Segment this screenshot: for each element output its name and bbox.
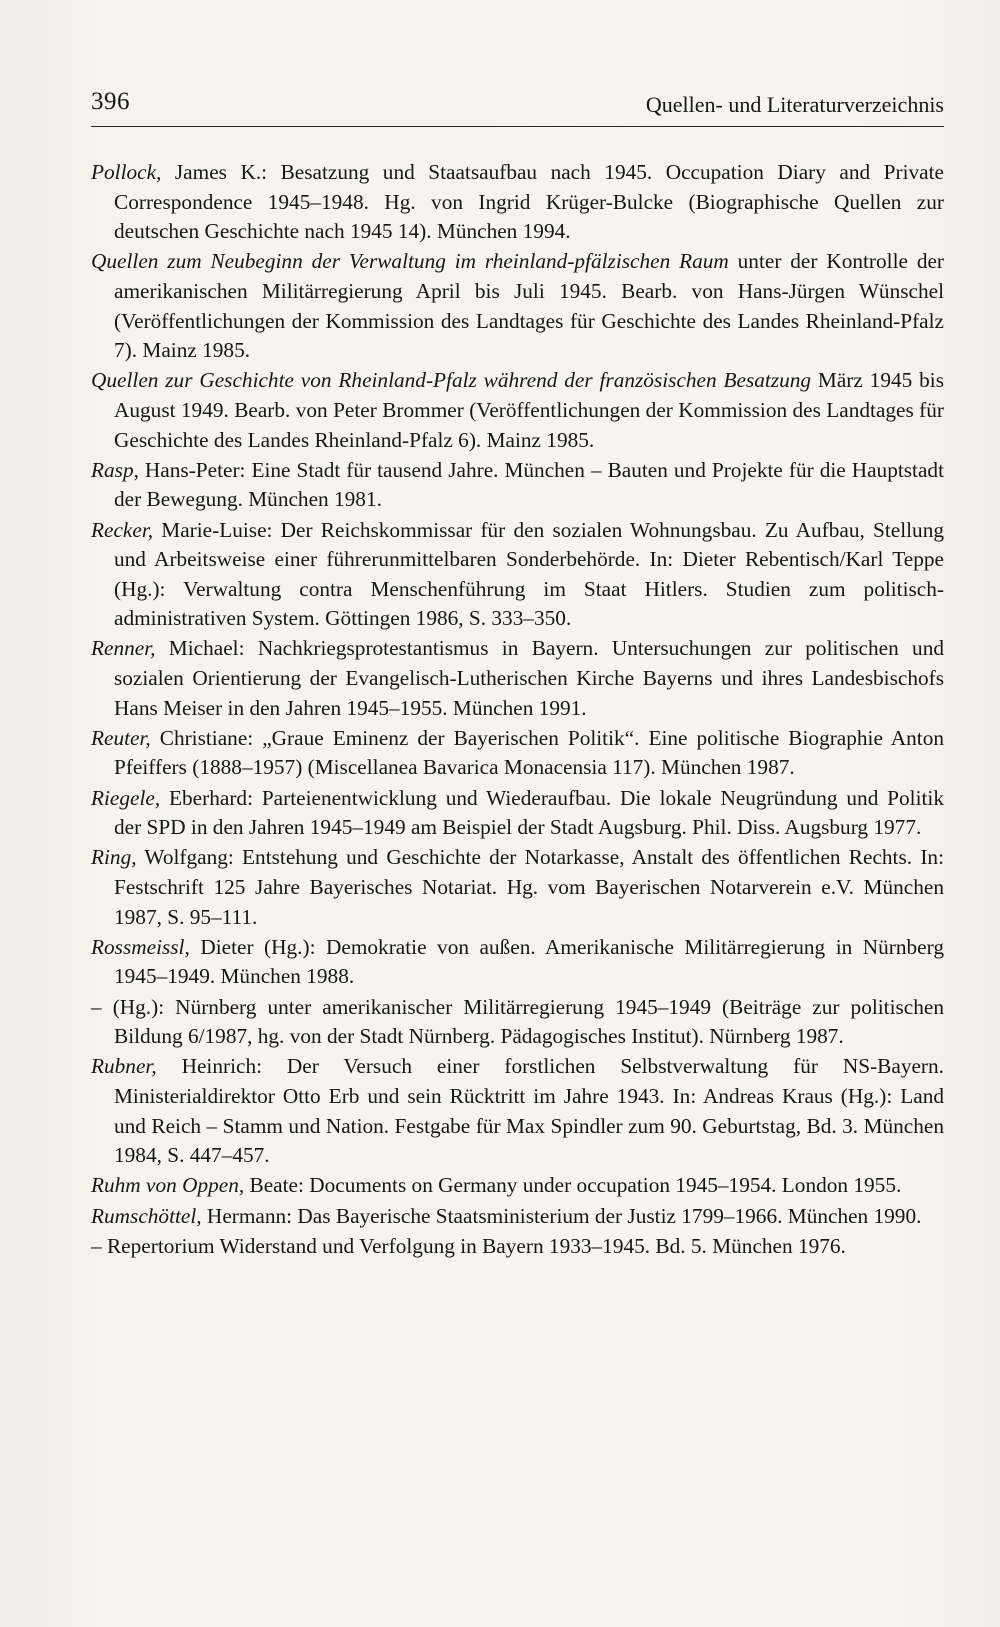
entry-text: Marie-Luise: Der Reichskommissar für den sozialen Wohnungsbau. Zu Aufbau, Stellung und Arbeitsweise einer führerunmittelbaren Sonderbehörde. In: Dieter Rebentisch/Karl Teppe (Hg.): Verwaltung contra Menschenführung im Staat Hitlers. Studien zum politisch-administrativen System. Göttingen 1986, S. 333–350. (114, 517, 944, 631)
bibliography-entry (91, 366, 944, 455)
entry-author: Rumschöttel, (91, 1203, 202, 1228)
entry-text: Hermann: Das Bayerische Staatsministerium der Justiz 1799–1966. München 1990. (201, 1203, 922, 1228)
entry-text: – Repertorium Widerstand und Verfolgung in Bayern 1933–1945. Bd. 5. München 1976. (91, 1233, 846, 1258)
entry-text: Michael: Nachkriegsprotestantismus in Bayern. Untersuchungen zur politischen und sozialen Orientierung der Evangelisch-Lutherischen Kirche Bayerns und ihres Landesbischofs Hans Meiser in den Jahren 1945–1955. München 1991. (114, 636, 944, 720)
entry-author: Quellen zur Geschichte von Rheinland-Pfalz während der französischen Besatzung (91, 368, 812, 393)
entry-text: – (Hg.): Nürnberg unter amerikanischer Militärregierung 1945–1949 (Beiträge zur politischen Bildung 6/1987, hg. von der Stadt Nürnberg. Pädagogisches Institut). Nürnberg 1987. (91, 994, 944, 1049)
entry-author: Rossmeissl, (91, 934, 190, 959)
entry-author: Quellen zum Neubeginn der Verwaltung im rheinland-pfälzischen Raum (91, 249, 729, 274)
entry-author: Rubner, (91, 1054, 157, 1079)
entry-text: Hans-Peter: Eine Stadt für tausend Jahre. München – Bauten und Projekte für die Hauptstadt der Bewegung. München 1981. (114, 457, 944, 512)
bibliography-entry (91, 1052, 944, 1170)
bibliography-entry (91, 634, 944, 723)
bibliography-entry (91, 843, 944, 932)
entry-author: Renner, (91, 636, 156, 661)
entry-author: Ring, (91, 845, 137, 870)
entry-text: Dieter (Hg.): Demokratie von außen. Amerikanische Militärregierung in Nürnberg 1945–1949. München 1988. (114, 934, 944, 989)
page-header (91, 88, 944, 128)
entry-author: Rasp, (91, 457, 139, 482)
entry-text: März 1945 bis August 1949. Bearb. von Peter Brommer (Veröffentlichungen der Kommission des Landtages für Geschichte des Landes Rheinland-Pfalz 6). Mainz 1985. (114, 368, 944, 452)
bibliography-entry (91, 933, 944, 992)
entry-text: Eberhard: Parteienentwicklung und Wiederaufbau. Die lokale Neugründung und Politik der SPD in den Jahren 1945–1949 am Beispiel der Stadt Augsburg. Phil. Diss. Augsburg 1977. (114, 785, 944, 840)
entry-text: Beate: Documents on Germany under occupation 1945–1954. London 1955. (244, 1173, 902, 1198)
header-rule (91, 126, 944, 127)
bibliography-entry (91, 516, 944, 634)
entry-author: Recker, (91, 517, 154, 542)
bibliography-entry (91, 724, 944, 783)
entry-text: Heinrich: Der Versuch einer forstlichen Selbstverwaltung für NS-Bayern. Ministerialdirektor Otto Erb und sein Rücktritt im Jahre 1943. In: Andreas Kraus (Hg.): Land und Reich – Stamm und Nation. Festgabe für Max Spindler zum 90. Geburtstag, Bd. 3. München 1984, S. 447–457. (114, 1054, 944, 1168)
entry-author: Ruhm von Oppen, (91, 1173, 245, 1198)
entry-author: Riegele, (91, 785, 161, 810)
entry-text: unter der Kontrolle der amerikanischen Militärregierung April bis Juli 1945. Bearb. von Hans-Jürgen Wünschel (Veröffentlichungen der Kommission des Landtages für Geschichte des Landes Rheinland-Pfalz 7). Mainz 1985. (114, 249, 945, 363)
bibliography-entry (91, 993, 944, 1052)
bibliography-entry (91, 784, 944, 843)
bibliography-entry (91, 1171, 944, 1201)
entry-author: Pollock, (91, 160, 162, 184)
bibliography-entry (91, 158, 944, 247)
page-number: 396 (91, 88, 130, 115)
bibliography-entry (91, 1232, 944, 1262)
bibliography-list (91, 158, 944, 1262)
entry-text: Christiane: „Graue Eminenz der Bayerischen Politik“. Eine politische Biographie Anton Pfeiffers (1888–1957) (Miscellanea Bavarica Monacensia 117). München 1987. (114, 725, 944, 780)
entry-author: Reuter, (91, 725, 151, 750)
entry-text: Wolfgang: Entstehung und Geschichte der Notarkasse, Anstalt des öffentlichen Rechts. In: Festschrift 125 Jahre Bayerisches Notariat. Hg. vom Bayerischen Notarverein e.V. München 1987, S. 95–111. (114, 845, 944, 929)
bibliography-entry (91, 247, 944, 365)
running-head: Quellen- und Literaturverzeichnis (645, 92, 944, 117)
bibliography-entry (91, 1202, 944, 1232)
bibliography-entry (91, 456, 944, 515)
entry-text: James K.: Besatzung und Staatsaufbau nach 1945. Occupation Diary and Private Correspondence 1945–1948. Hg. von Ingrid Krüger-Bulcke (Biographische Quellen zur deutschen Geschichte nach 1945 14). München 1994. (114, 160, 944, 244)
